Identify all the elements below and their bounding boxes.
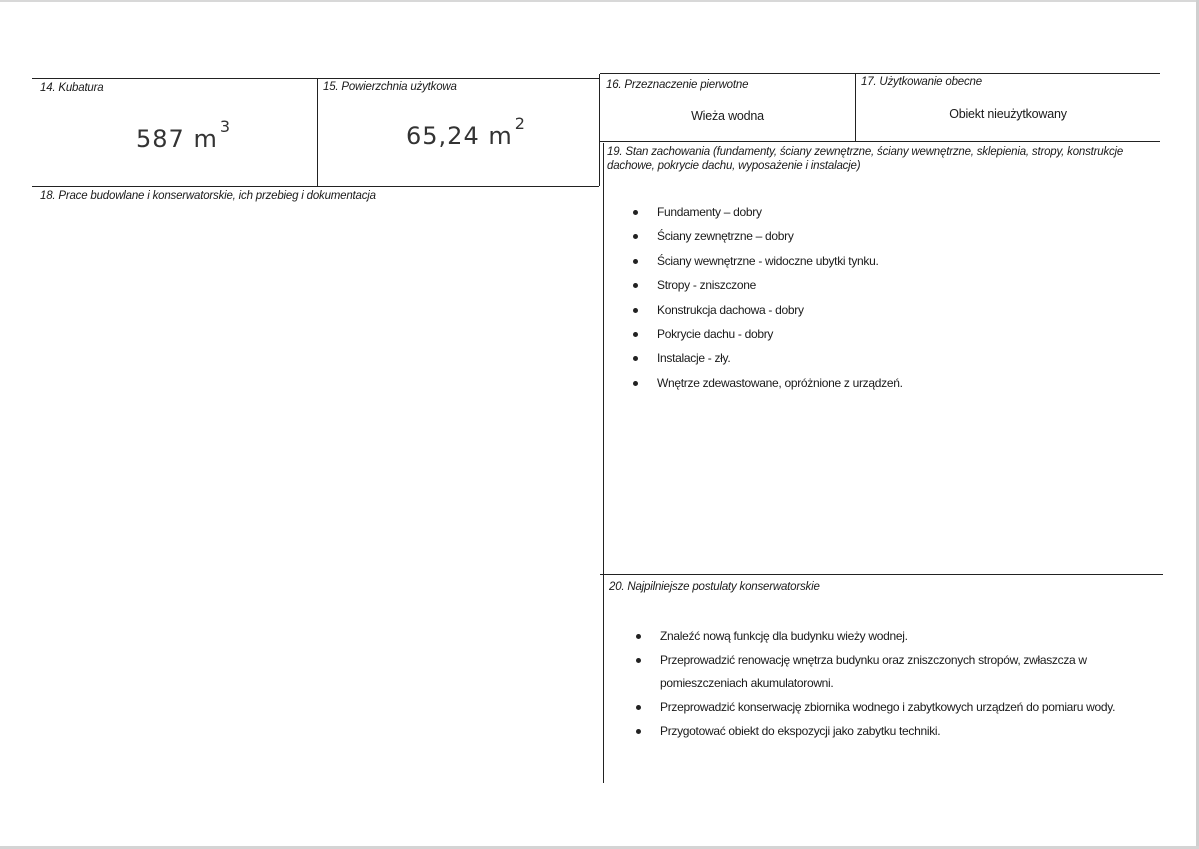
divider-18-19 xyxy=(603,143,604,783)
field-15-value: 65,24 m $^2$ xyxy=(406,114,526,150)
rule-top-right xyxy=(600,73,1160,74)
list-item: Znaleźć nową funkcję dla budynku wieży wodnej. xyxy=(635,625,1162,648)
list-item: Przeprowadzić konserwację zbiornika wodnego i zabytkowych urządzeń do pomiaru wody. xyxy=(635,696,1162,719)
field-17-value: Obiekt nieużytkowany xyxy=(949,107,1067,121)
field-14-value: 587 m $^3$ xyxy=(136,117,232,153)
field-15-label: 15. Powierzchnia użytkowa xyxy=(323,81,457,93)
rule-row2-left xyxy=(32,186,599,187)
field-14-label: 14. Kubatura xyxy=(40,82,104,94)
field-17-label: 17. Użytkowanie obecne xyxy=(861,76,982,88)
list-item: Ściany wewnętrzne - widoczne ubytki tynku. xyxy=(632,253,1152,277)
list-item: Stropy - zniszczone xyxy=(632,277,1152,301)
rule-row2-right xyxy=(600,141,1160,142)
field-20-label: 20. Najpilniejsze postulaty konserwatorskie xyxy=(609,581,820,593)
rule-top-left xyxy=(32,78,599,79)
field-19-label: 19. Stan zachowania (fundamenty, ściany zewnętrzne, ściany wewnętrzne, sklepienia, stropy, konstrukcje dachowe, pokrycie dachu, wyposażenie i instalacje) xyxy=(607,146,1124,172)
field-16-value: Wieża wodna xyxy=(691,109,764,123)
divider-14-15 xyxy=(317,78,318,186)
condition-list xyxy=(632,204,1152,399)
list-item: Fundamenty – dobry xyxy=(632,204,1152,228)
list-item: Instalacje - zły. xyxy=(632,350,1152,374)
field-18-label: 18. Prace budowlane i konserwatorskie, ich przebieg i dokumentacja xyxy=(40,190,376,202)
rule-section20 xyxy=(600,574,1163,575)
list-item: Ściany zewnętrzne – dobry xyxy=(632,228,1152,252)
list-item: Przeprowadzić renowację wnętrza budynku oraz zniszczonych stropów, zwłaszcza w pomieszczeniach akumulatorowni. xyxy=(635,649,1162,695)
field-16-label: 16. Przeznaczenie pierwotne xyxy=(606,79,749,91)
list-item: Wnętrze zdewastowane, opróżnione z urządzeń. xyxy=(632,375,1152,399)
divider-15-16 xyxy=(599,74,600,186)
postulates-list xyxy=(635,625,1162,744)
list-item: Konstrukcja dachowa - dobry xyxy=(632,302,1152,326)
list-item: Pokrycie dachu - dobry xyxy=(632,326,1152,350)
list-item: Przygotować obiekt do ekspozycji jako zabytku techniki. xyxy=(635,720,1162,743)
scan-edge-top xyxy=(0,0,1199,2)
